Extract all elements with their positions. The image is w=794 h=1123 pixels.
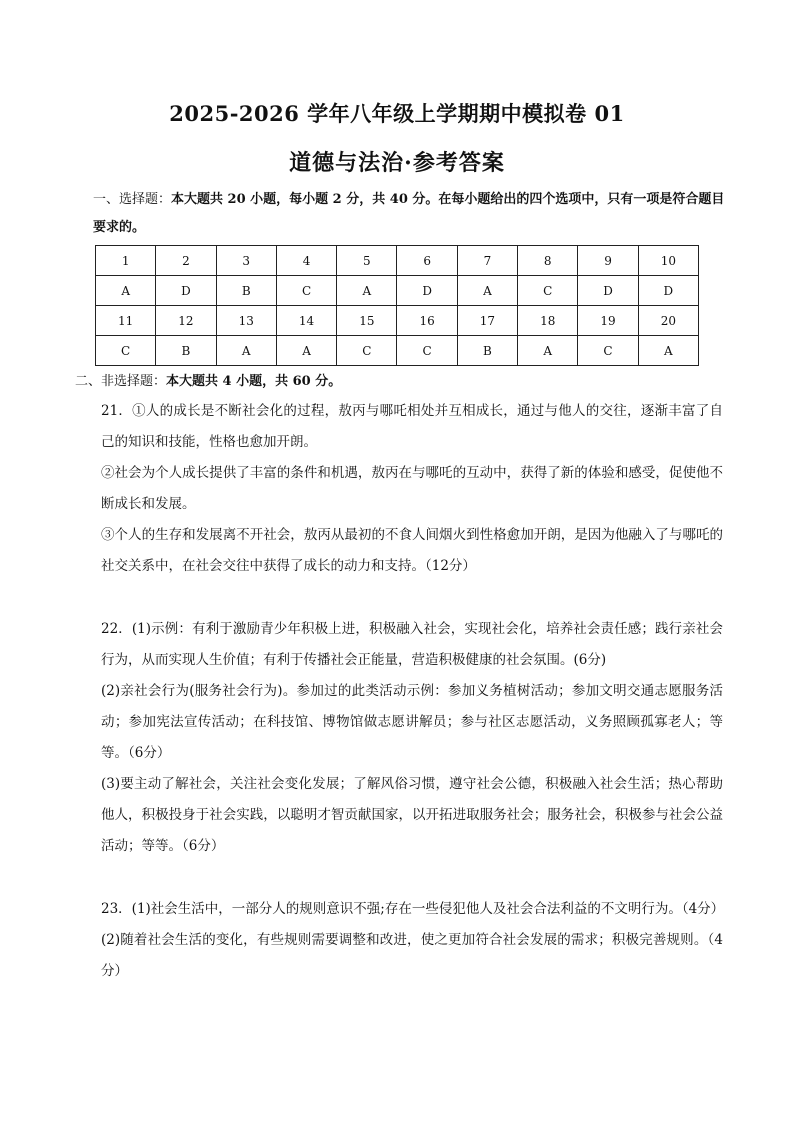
answer-table-cell: 20	[638, 306, 698, 336]
question-23-answer	[101, 894, 723, 987]
answer-table-cell: 6	[397, 246, 457, 276]
answer-table-cell: C	[96, 336, 156, 366]
answer-table-cell: 18	[518, 306, 578, 336]
answer-table-cell: A	[337, 276, 397, 306]
answer-table-cell: C	[397, 336, 457, 366]
answer-table-cell: 10	[638, 246, 698, 276]
q22-part-1: 22．(1)示例：有利于激励青少年积极上进，积极融入社会，实现社会化，培养社会责任感；践行亲社会行为，从而实现人生价值；有利于传播社会正能量，营造积极健康的社会氛围。(6分)	[101, 621, 723, 668]
answer-table-cell: B	[156, 336, 216, 366]
answer-table-cell: C	[337, 336, 397, 366]
answer-table-cell: 2	[156, 246, 216, 276]
page-title: 2025-2026 学年八年级上学期期中模拟卷 01	[169, 101, 625, 126]
answer-table-row	[96, 246, 699, 276]
answer-table-cell: 12	[156, 306, 216, 336]
answer-table-cell: 13	[216, 306, 276, 336]
answer-table-cell: A	[457, 276, 517, 306]
answer-table-cell: A	[518, 336, 578, 366]
answer-table	[95, 245, 699, 366]
section-2-heading	[75, 370, 341, 389]
answer-table-cell: B	[457, 336, 517, 366]
q23-part-2: (2)随着社会生活的变化，有些规则需要调整和改进，使之更加符合社会发展的需求；积极完善规则。（4分）	[101, 932, 723, 979]
answer-table-cell: A	[276, 336, 336, 366]
section-2-text: 本大题共 4 小题，共 60 分。	[166, 374, 342, 389]
answer-table-cell: B	[216, 276, 276, 306]
answer-table-cell: A	[216, 336, 276, 366]
answer-table-cell: D	[578, 276, 638, 306]
answer-table-row	[96, 306, 699, 336]
answer-table-cell: 8	[518, 246, 578, 276]
q21-point-1: 21．①人的成长是不断社会化的过程，敖丙与哪吒相处并互相成长，通过与他人的交往，逐渐丰富了自己的知识和技能，性格也愈加开朗。	[101, 403, 723, 450]
q22-part-3: (3)要主动了解社会，关注社会变化发展；了解风俗习惯，遵守社会公德，积极融入社会生活；热心帮助他人，积极投身于社会实践，以聪明才智贡献国家，以开拓进取服务社会；服务社会，积极参与社会公益活动；等等。（6分）	[101, 776, 723, 854]
q23-part-1: 23．(1)社会生活中，一部分人的规则意识不强;存在一些侵犯他人及社会合法利益的不文明行为。（4分）	[101, 901, 725, 917]
answer-table-cell: 3	[216, 246, 276, 276]
answer-table-row	[96, 276, 699, 306]
q21-point-2: ②社会为个人成长提供了丰富的条件和机遇，敖丙在与哪吒的互动中，获得了新的体验和感受，促使他不断成长和发展。	[101, 465, 723, 512]
answer-table-cell: C	[518, 276, 578, 306]
section-1-text: 本大题共 20 小题，每小题 2 分，共 40 分。在每小题给出的四个选项中，只有一项是符合题目要求的。	[93, 192, 725, 235]
answer-table-cell: D	[638, 276, 698, 306]
answer-table-cell: A	[96, 276, 156, 306]
answer-table-cell: 16	[397, 306, 457, 336]
answer-table-cell: 15	[337, 306, 397, 336]
answer-table-cell: C	[578, 336, 638, 366]
answer-table-cell: 14	[276, 306, 336, 336]
answer-table-cell: 5	[337, 246, 397, 276]
section-2-prefix: 二、非选择题：	[75, 374, 167, 389]
answer-table-cell: 11	[96, 306, 156, 336]
answer-table-cell: D	[156, 276, 216, 306]
answer-table-cell: 17	[457, 306, 517, 336]
q21-point-3: ③个人的生存和发展离不开社会，敖丙从最初的不食人间烟火到性格愈加开朗，是因为他融入了与哪吒的社交关系中，在社会交往中获得了成长的动力和支持。（12分）	[101, 527, 723, 574]
answer-table-cell: 4	[276, 246, 336, 276]
section-1-heading	[93, 186, 733, 242]
q22-part-2: (2)亲社会行为(服务社会行为)。参加过的此类活动示例：参加义务植树活动；参加文明交通志愿服务活动；参加宪法宣传活动；在科技馆、博物馆做志愿讲解员；参与社区志愿活动，义务照顾孤寡老人；等等。（6分）	[101, 683, 723, 761]
answer-table-row	[96, 336, 699, 366]
question-22-answer	[101, 614, 723, 862]
question-21-answer	[101, 396, 723, 582]
answer-table-cell: 1	[96, 246, 156, 276]
answer-table-cell: D	[397, 276, 457, 306]
answer-table-cell: C	[276, 276, 336, 306]
page-subtitle: 道德与法治·参考答案	[289, 150, 505, 176]
answer-table-cell: A	[638, 336, 698, 366]
answer-table-cell: 19	[578, 306, 638, 336]
answer-table-cell: 7	[457, 246, 517, 276]
answer-table-cell: 9	[578, 246, 638, 276]
section-1-prefix: 一、选择题：	[93, 192, 172, 207]
